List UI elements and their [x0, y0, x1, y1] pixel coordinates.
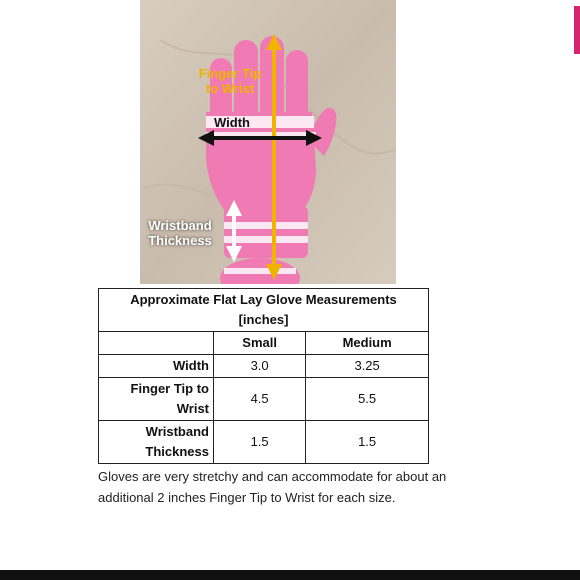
header-empty — [99, 332, 214, 355]
row-label-width: Width — [99, 355, 214, 378]
label-fingertip-to-wrist: Finger Tip to Wrist — [198, 66, 262, 96]
bottom-bar — [0, 570, 580, 580]
table-title: Approximate Flat Lay Glove Measurements [inches] — [99, 289, 429, 332]
glove-cuff — [224, 206, 308, 258]
measurements-table — [98, 288, 429, 464]
label-width: Width — [214, 115, 250, 130]
cell-fingertip-medium: 5.5 — [306, 378, 429, 421]
cell-wristband-medium: 1.5 — [306, 421, 429, 464]
table-row — [99, 378, 429, 421]
cell-width-medium: 3.25 — [306, 355, 429, 378]
row-label-fingertip-to-wrist: Finger Tip to Wrist — [99, 378, 214, 421]
header-medium: Medium — [306, 332, 429, 355]
stretch-note: Gloves are very stretchy and can accommodate for about an additional 2 inches Finger Tip to Wrist for each size. — [98, 469, 447, 505]
row-label-wristband-thickness: Wristband Thickness — [99, 421, 214, 464]
header-row — [99, 332, 429, 355]
label-wristband-thickness: Wristband Thickness — [148, 218, 212, 248]
cell-wristband-small: 1.5 — [214, 421, 306, 464]
table-row — [99, 355, 429, 378]
table-row — [99, 421, 429, 464]
cell-fingertip-small: 4.5 — [214, 378, 306, 421]
accent-bar — [574, 6, 580, 54]
header-small: Small — [214, 332, 306, 355]
cell-width-small: 3.0 — [214, 355, 306, 378]
